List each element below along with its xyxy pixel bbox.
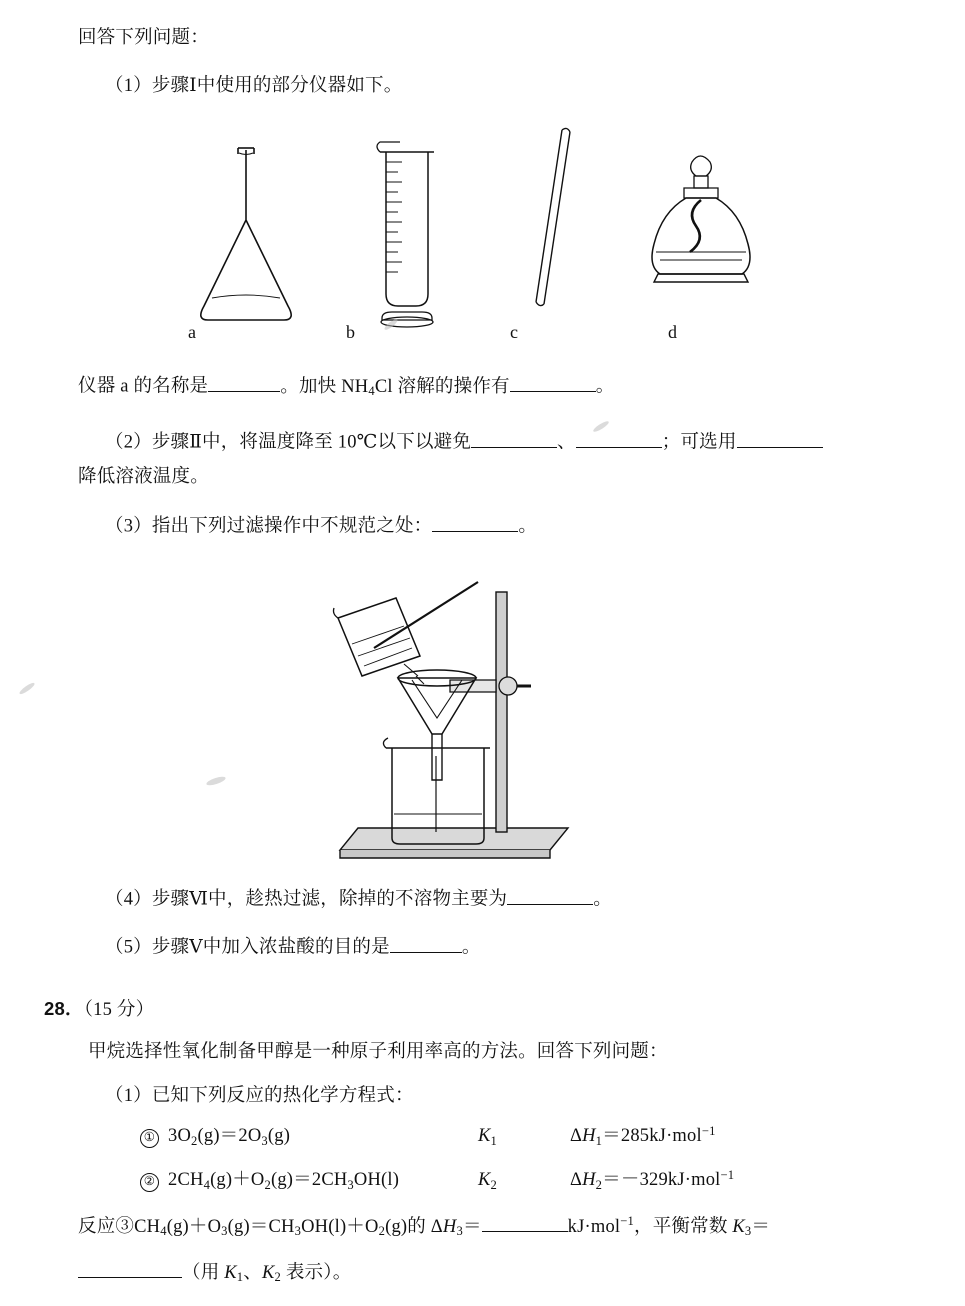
caption-a: a (188, 322, 196, 342)
equation-2-body: $2CH_4(g)+O_2(g)=2CH_3OH(l)$ (168, 1170, 400, 1192)
answer-blank-8[interactable] (390, 933, 462, 953)
q2-sep: 、 (557, 432, 576, 453)
q2-text-b: ；可选用 (661, 432, 737, 453)
question-28-number: 28． (44, 998, 84, 1019)
question-28-score: （15 分） (83, 1000, 155, 1020)
q2-text-a: （2）步骤Ⅱ中，将温度降至 10℃以下以避免 (105, 432, 472, 453)
question-28-sub1: （1）已知下列反应的热化学方程式： (105, 1086, 414, 1106)
filtration-apparatus-icon (300, 552, 640, 882)
filtration-apparatus-figure (300, 552, 640, 882)
question-2-line-1 (105, 428, 955, 457)
question-28-stem: 甲烷选择性氧化制备甲醇是一种原子利用率高的方法。回答下列问题： (88, 1042, 668, 1062)
instr-text-1: 仪器 a 的名称是 (78, 376, 209, 397)
q3-text: （3）指出下列过滤操作中不规范之处： (105, 516, 433, 537)
conclusion-reaction: 反应$③CH_4(g)+O_3(g)=CH_3OH(l)+O_2(g)$的 $\Delta H_3=$ (78, 1216, 482, 1239)
caption-d: d (668, 322, 677, 342)
answer-blank-9[interactable] (482, 1212, 568, 1232)
answer-blank-1[interactable] (208, 372, 280, 392)
thermochemical-equation-2 (140, 1166, 920, 1195)
glass-rod-icon (490, 116, 630, 346)
question-28-conclusion (78, 1212, 770, 1241)
alcohol-lamp-icon (626, 140, 796, 370)
question-28-last-line (78, 1258, 351, 1287)
caption-b: b (346, 322, 355, 342)
equation-index-1: ① (140, 1129, 159, 1148)
conical-flask-icon (168, 120, 368, 350)
question-5-label (105, 933, 481, 962)
instrument-name-line (78, 372, 614, 401)
equation-1-body: $3O_2(g)=2O_3(g)$ (168, 1126, 291, 1148)
instr-text-2: 。加快 $NH_4Cl$ 溶解的操作有 (280, 376, 510, 399)
question-2-line-2: 降低溶液温度。 (78, 467, 209, 487)
instruments-figure-row (78, 110, 898, 360)
equation-2-enthalpy: $\Delta H_2=-329kJ\cdot mol^{-1}$ (570, 1167, 735, 1192)
equation-1-k: $K_1$ (478, 1126, 498, 1148)
intro-text: 回答下列问题： (78, 28, 209, 48)
equation-1-enthalpy: $\Delta H_1=285kJ\cdot mol^{-1}$ (570, 1123, 716, 1148)
q4-end: 。 (593, 889, 612, 910)
q4-text: （4）步骤Ⅵ中，趁热过滤，除掉的不溶物主要为 (105, 889, 508, 910)
last-line-text: （用 $K_1$、$K_2$ 表示）。 (182, 1262, 352, 1285)
caption-c: c (510, 322, 518, 342)
answer-blank-6[interactable] (432, 512, 518, 532)
q5-end: 。 (461, 937, 481, 958)
equation-index-2: ② (140, 1173, 159, 1192)
scan-artifact-3 (18, 681, 36, 695)
question-28-header (44, 995, 154, 1025)
q5-text: （5）步骤Ⅴ中加入浓盐酸的目的是 (105, 937, 390, 958)
question-4-label (105, 885, 612, 914)
answer-blank-10[interactable] (78, 1258, 182, 1278)
answer-blank-5[interactable] (737, 428, 823, 448)
question-1-label: （1）步骤Ⅰ中使用的部分仪器如下。 (105, 76, 403, 96)
q3-end: 。 (518, 516, 538, 537)
graduated-cylinder-icon (340, 116, 480, 346)
equation-2-k: $K_2$ (478, 1170, 498, 1192)
answer-blank-2[interactable] (510, 372, 596, 392)
thermochemical-equation-1 (140, 1122, 920, 1151)
answer-blank-7[interactable] (507, 885, 593, 905)
answer-blank-3[interactable] (471, 428, 557, 448)
scan-artifact-4 (206, 775, 227, 787)
question-3-label (105, 512, 537, 541)
answer-blank-4[interactable] (576, 428, 662, 448)
instr-text-3: 。 (595, 376, 615, 397)
conclusion-unit: kJ·mol$^{-1}$，平衡常数 $K_3=$ (567, 1214, 771, 1239)
